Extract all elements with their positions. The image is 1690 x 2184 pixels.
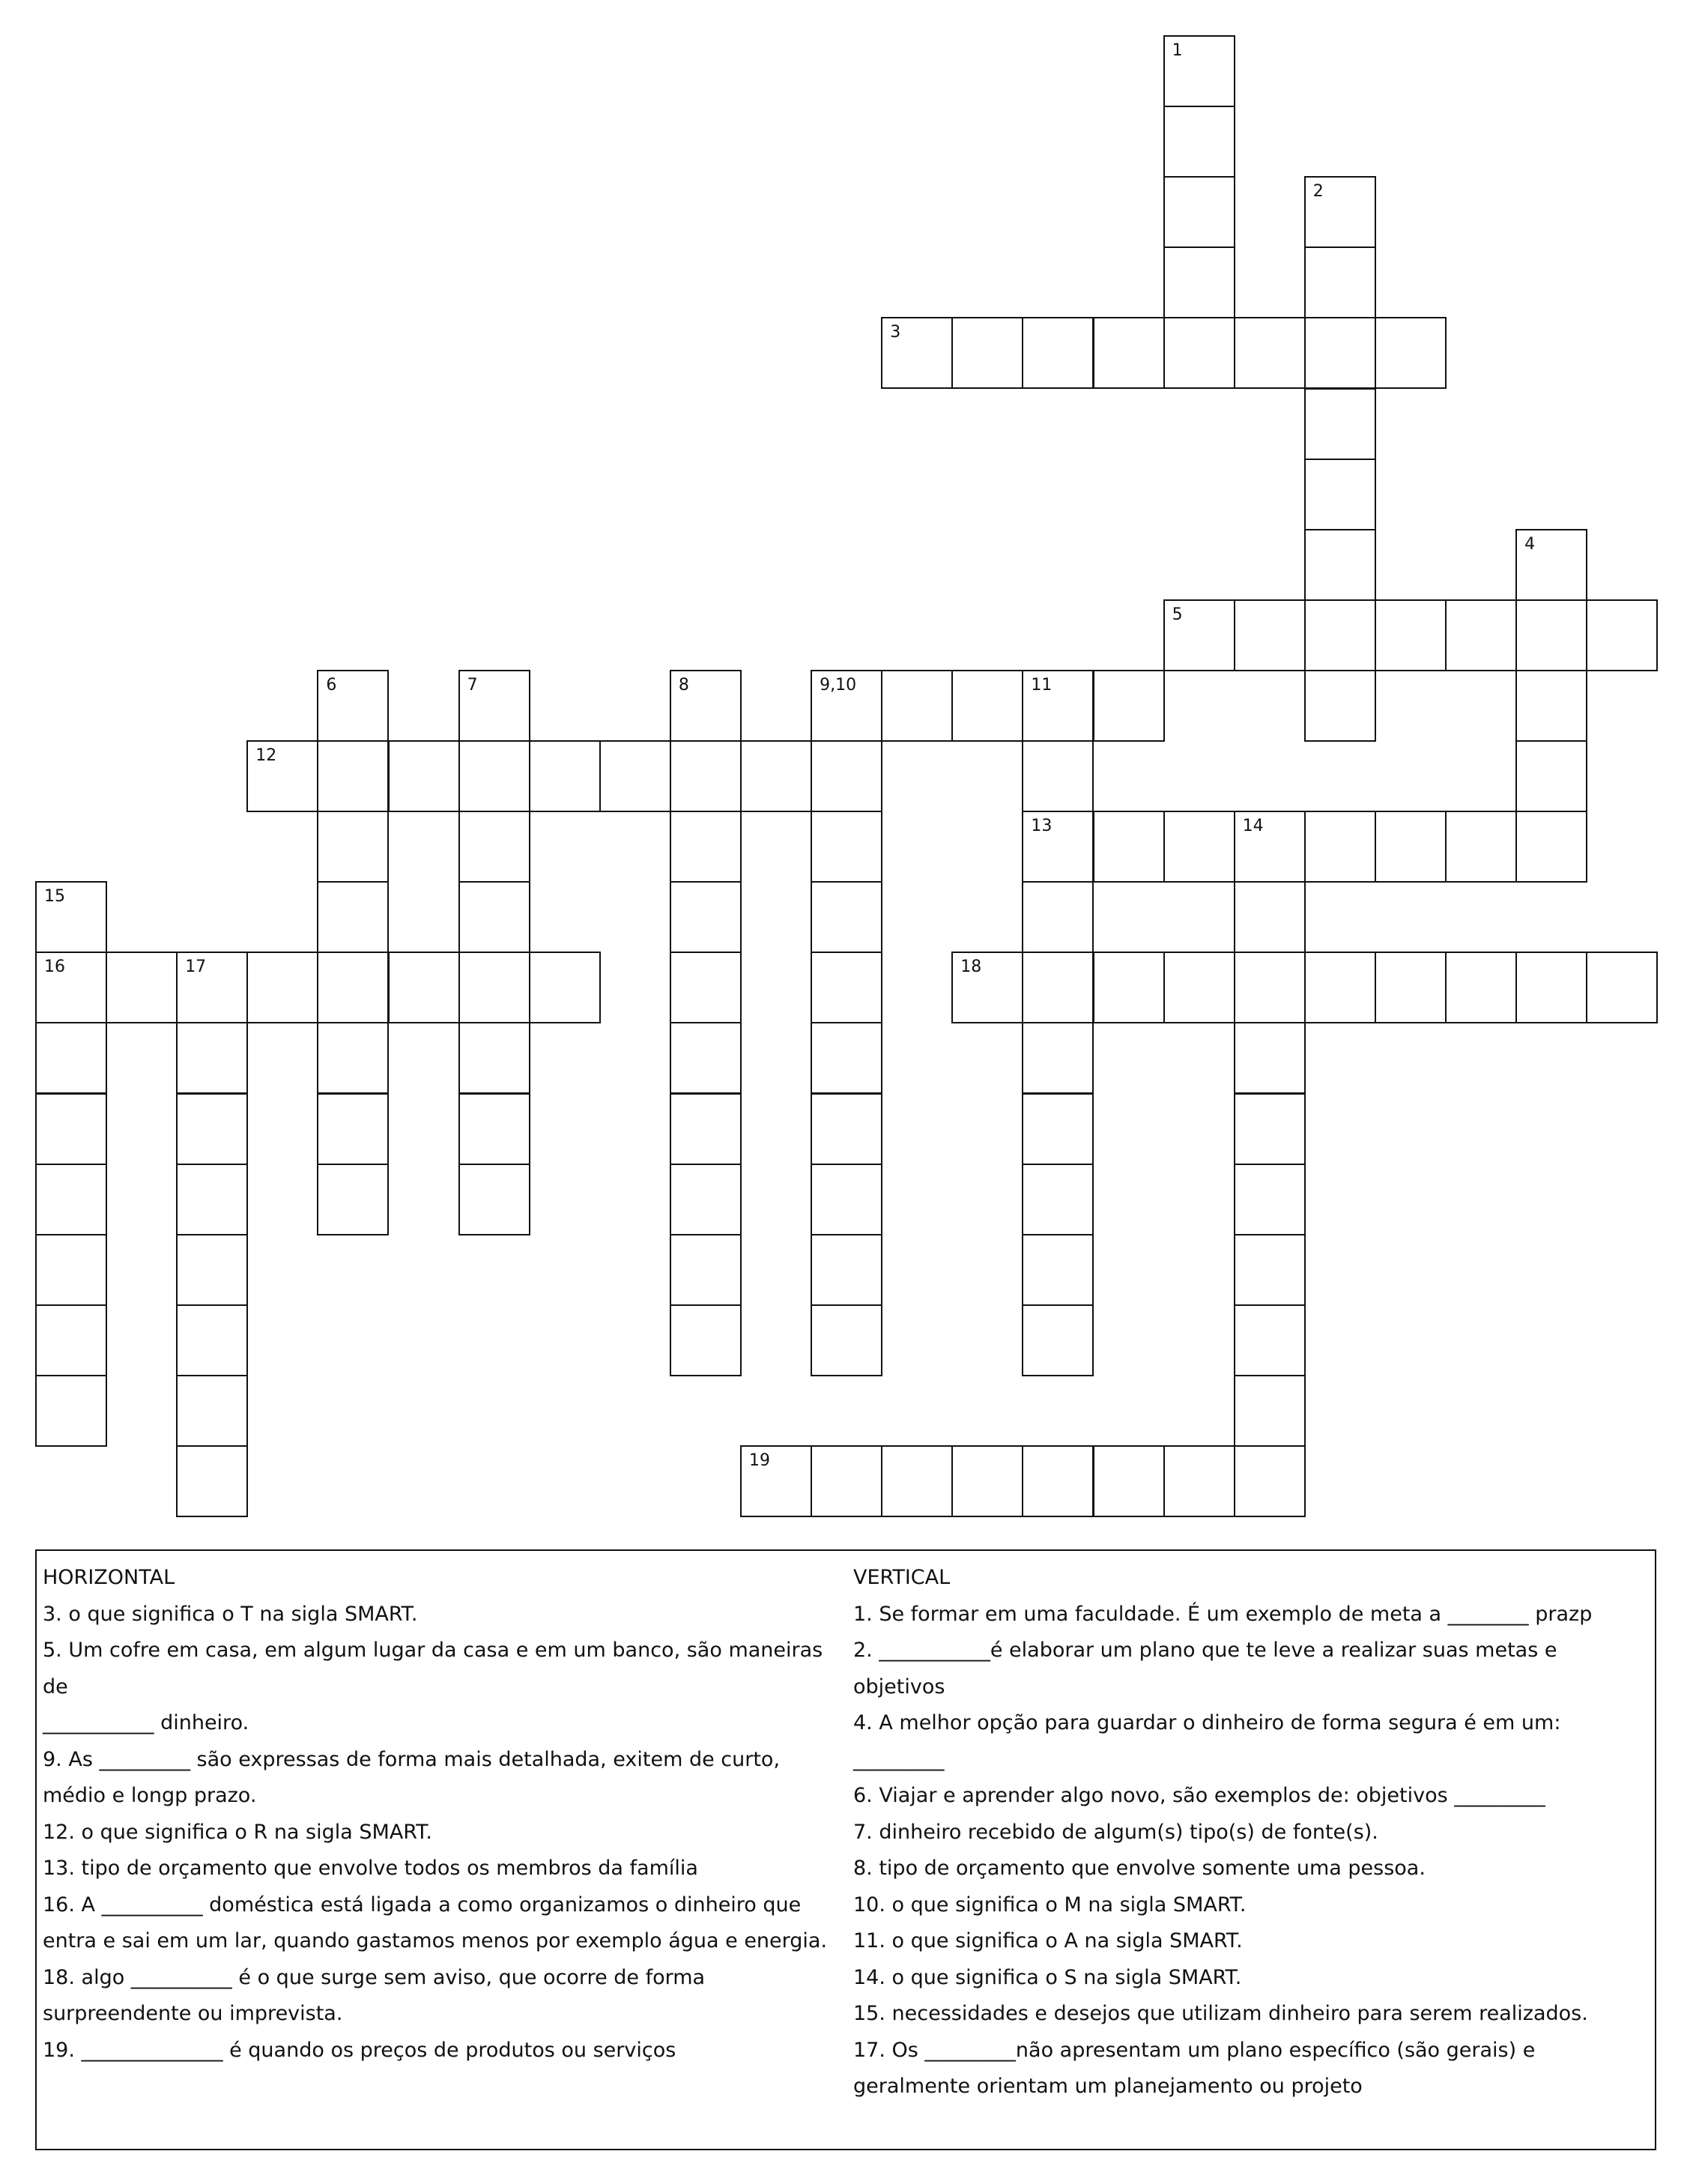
crossword-cell[interactable] [1445,811,1517,883]
crossword-cell[interactable] [1375,952,1447,1023]
crossword-cell[interactable] [811,1093,882,1165]
crossword-cell[interactable] [1304,599,1376,671]
crossword-cell[interactable] [1234,952,1306,1023]
crossword-cell[interactable] [1163,246,1235,318]
crossword-cell[interactable] [1022,740,1094,812]
crossword-cell[interactable] [1304,246,1376,318]
crossword-cell[interactable] [246,952,318,1023]
cell-number: 11 [1031,675,1053,695]
clue-line: 6. Viajar e aprender algo novo, são exemplos de: objetivos _________ [853,1784,1545,1807]
crossword-cell[interactable] [811,1234,882,1306]
crossword-cell[interactable] [1304,317,1376,389]
crossword-cell[interactable] [951,1445,1023,1517]
crossword-cell[interactable] [35,1304,107,1376]
crossword-cell[interactable] [1304,388,1376,460]
clue-line: objetivos [853,1675,945,1699]
crossword-cell[interactable] [1375,317,1447,389]
crossword-cell[interactable] [670,1164,742,1235]
crossword-cell[interactable] [1022,1164,1094,1235]
cell-number: 3 [890,323,901,342]
clue-line: surpreendente ou imprevista. [43,2002,343,2025]
crossword-cell[interactable] [1515,952,1587,1023]
crossword-cell[interactable] [458,811,530,883]
crossword-cell[interactable] [1163,952,1235,1023]
clue-line: 15. necessidades e desejos que utilizam dinheiro para serem realizados. [853,2002,1588,2025]
crossword-cell[interactable] [670,1304,742,1376]
crossword-cell[interactable] [35,1093,107,1165]
clue-line: 7. dinheiro recebido de algum(s) tipo(s) de fonte(s). [853,1820,1378,1844]
crossword-cell[interactable] [881,670,953,742]
clue-line: 9. As _________ são expressas de forma mais detalhada, exitem de curto, [43,1747,781,1771]
crossword-cell[interactable] [1304,952,1376,1023]
cell-number: 18 [960,958,982,977]
crossword-cell[interactable] [1022,811,1094,883]
cell-number: 6 [326,675,337,695]
crossword-cell[interactable] [1234,1375,1306,1447]
crossword-cell[interactable] [35,1375,107,1447]
crossword-cell[interactable] [1163,176,1235,248]
crossword-cell[interactable] [1093,317,1165,389]
cell-number: 7 [467,675,478,695]
crossword-cell[interactable] [35,952,107,1023]
clue-line: 16. A __________ doméstica está ligada a como organizamos o dinheiro que [43,1893,802,1917]
crossword-cell[interactable] [670,1022,742,1094]
clue-line: 3. o que significa o T na sigla SMART. [43,1602,418,1626]
crossword-cell[interactable] [317,811,389,883]
clue-line: 10. o que significa o M na sigla SMART. [853,1893,1247,1917]
crossword-cell[interactable] [1234,1164,1306,1235]
crossword-cell[interactable] [881,317,953,389]
crossword-cell[interactable] [1234,1445,1306,1517]
crossword-cell[interactable] [1022,881,1094,953]
crossword-cell[interactable] [176,1375,248,1447]
clue-line: médio e longp prazo. [43,1784,257,1807]
crossword-cell[interactable] [1234,1022,1306,1094]
crossword-cell[interactable] [35,1164,107,1235]
crossword-cell[interactable] [881,1445,953,1517]
crossword-cell[interactable] [670,881,742,953]
clue-line: 17. Os _________não apresentam um plano específico (são gerais) e [853,2038,1536,2062]
clue-line: 11. o que significa o A na sigla SMART. [853,1929,1243,1952]
crossword-cell[interactable] [1022,1022,1094,1094]
clue-line: 5. Um cofre em casa, em algum lugar da casa e em um banco, são maneiras de [43,1639,823,1699]
crossword-cell[interactable] [1586,599,1658,671]
cell-number: 19 [749,1451,770,1470]
crossword-cell[interactable] [176,952,248,1023]
crossword-cell[interactable] [1234,1093,1306,1165]
crossword-cell[interactable] [1163,811,1235,883]
crossword-cell[interactable] [1304,670,1376,742]
crossword-cell[interactable] [529,740,601,812]
crossword-cell[interactable] [811,881,882,953]
clue-line: geralmente orientam um planejamento ou projeto [853,2075,1363,2098]
crossword-cell[interactable] [1234,881,1306,953]
cell-number: 17 [185,958,207,977]
clue-line: 13. tipo de orçamento que envolve todos os membros da família [43,1857,698,1880]
crossword-cell[interactable] [951,952,1023,1023]
crossword-cell[interactable] [1375,811,1447,883]
cell-number: 5 [1172,605,1183,624]
clue-line: 1. Se formar em uma faculdade. É um exemplo de meta a ________ prazp [853,1602,1593,1626]
crossword-cell[interactable] [176,1234,248,1306]
crossword-cell[interactable] [458,1093,530,1165]
horizontal-clues [43,1560,850,2069]
crossword-cell[interactable] [1234,811,1306,883]
crossword-cell[interactable] [458,740,530,812]
crossword-cell[interactable] [317,881,389,953]
crossword-cell[interactable] [458,952,530,1023]
crossword-cell[interactable] [1022,670,1094,742]
crossword-cell[interactable] [317,1022,389,1094]
crossword-cell[interactable] [1515,670,1587,742]
cell-number: 13 [1031,817,1053,836]
crossword-cell[interactable] [1163,35,1235,107]
crossword-cell[interactable] [1093,952,1165,1023]
crossword-cell[interactable] [1304,811,1376,883]
crossword-cell[interactable] [458,670,530,742]
crossword-cell[interactable] [1234,317,1306,389]
clue-line: 18. algo __________ é o que surge sem aviso, que ocorre de forma [43,1965,706,1989]
crossword-cell[interactable] [1586,952,1658,1023]
crossword-cell[interactable] [1022,1093,1094,1165]
crossword-cell[interactable] [811,952,882,1023]
crossword-cell[interactable] [740,740,812,812]
crossword-cell[interactable] [811,740,882,812]
crossword-cell[interactable] [35,1234,107,1306]
crossword-cell[interactable] [1022,952,1094,1023]
crossword-cell[interactable] [1093,1445,1165,1517]
crossword-cell[interactable] [176,1022,248,1094]
crossword-cell[interactable] [951,317,1023,389]
crossword-cell[interactable] [811,670,882,742]
crossword-cell[interactable] [1022,1234,1094,1306]
crossword-cell[interactable] [740,1445,812,1517]
crossword-cell[interactable] [670,811,742,883]
crossword-cell[interactable] [811,1164,882,1235]
crossword-cell[interactable] [1022,1304,1094,1376]
crossword-cell[interactable] [1304,459,1376,530]
cell-number: 2 [1312,182,1324,202]
crossword-cell[interactable] [1445,952,1517,1023]
crossword-cell[interactable] [670,1093,742,1165]
crossword-cell[interactable] [458,1164,530,1235]
crossword-cell[interactable] [176,1093,248,1165]
crossword-cell[interactable] [317,740,389,812]
clue-line: 4. A melhor opção para guardar o dinheiro de forma segura é em um: [853,1711,1561,1734]
cell-number: 9,10 [820,675,857,695]
crossword-cell[interactable] [1445,599,1517,671]
crossword-cell[interactable] [1093,670,1165,742]
clue-line: 12. o que significa o R na sigla SMART. [43,1820,432,1844]
crossword-cell[interactable] [176,1164,248,1235]
clue-line: 14. o que significa o S na sigla SMART. [853,1965,1242,1989]
crossword-cell[interactable] [811,1445,882,1517]
crossword-cell[interactable] [388,952,460,1023]
crossword-cell[interactable] [317,1164,389,1235]
crossword-cell[interactable] [951,670,1023,742]
clue-line: 2. ___________é elaborar um plano que te leve a realizar suas metas e [853,1639,1557,1662]
vertical-clues [853,1560,1647,2105]
crossword-cell[interactable] [106,952,178,1023]
crossword-cell[interactable] [1163,317,1235,389]
crossword-cell[interactable] [246,740,318,812]
crossword-cell[interactable] [1093,811,1165,883]
crossword-cell[interactable] [811,811,882,883]
crossword-cell[interactable] [317,670,389,742]
crossword-cell[interactable] [1304,529,1376,601]
crossword-cell[interactable] [1163,599,1235,671]
crossword-cell[interactable] [811,1304,882,1376]
crossword-cell[interactable] [458,1022,530,1094]
crossword-cell[interactable] [1022,1445,1094,1517]
crossword-cell[interactable] [670,740,742,812]
crossword-cell[interactable] [529,952,601,1023]
crossword-cell[interactable] [176,1445,248,1517]
crossword-cell[interactable] [670,952,742,1023]
horizontal-title: HORIZONTAL [43,1566,175,1589]
vertical-title: VERTICAL [853,1566,951,1589]
crossword-cell[interactable] [388,740,460,812]
cell-number: 1 [1172,41,1183,60]
clue-line: 8. tipo de orçamento que envolve somente uma pessoa. [853,1857,1426,1880]
crossword-cell[interactable] [1163,1445,1235,1517]
crossword-cell[interactable] [1234,599,1306,671]
crossword-cell[interactable] [1515,529,1587,601]
crossword-cell[interactable] [670,670,742,742]
crossword-cell[interactable] [1515,740,1587,812]
crossword-cell[interactable] [1234,1234,1306,1306]
crossword-cell[interactable] [35,881,107,953]
crossword-cell[interactable] [1304,176,1376,248]
crossword-cell[interactable] [670,1234,742,1306]
clue-line: ___________ dinheiro. [43,1711,249,1734]
crossword-cell[interactable] [1163,106,1235,178]
clue-line: entra e sai em um lar, quando gastamos menos por exemplo água e energia. [43,1929,828,1952]
crossword-cell[interactable] [1234,1304,1306,1376]
crossword-cell[interactable] [317,1093,389,1165]
cell-number: 4 [1524,534,1536,554]
crossword-cell[interactable] [811,1022,882,1094]
cell-number: 8 [678,675,689,695]
crossword-cell[interactable] [176,1304,248,1376]
cell-number: 12 [255,746,277,765]
clue-line: _________ [853,1747,945,1771]
crossword-cell[interactable] [1515,599,1587,671]
cell-number: 15 [44,887,65,907]
crossword-cell[interactable] [35,1022,107,1094]
crossword-cell[interactable] [1515,811,1587,883]
crossword-cell[interactable] [458,881,530,953]
crossword-cell[interactable] [1022,317,1094,389]
crossword-cell[interactable] [317,952,389,1023]
crossword-cell[interactable] [1375,599,1447,671]
clue-box [35,1549,1656,2150]
crossword-cell[interactable] [599,740,671,812]
cell-number: 16 [44,958,65,977]
clue-line: 19. ______________ é quando os preços de produtos ou serviços [43,2038,676,2062]
cell-number: 14 [1242,817,1264,836]
